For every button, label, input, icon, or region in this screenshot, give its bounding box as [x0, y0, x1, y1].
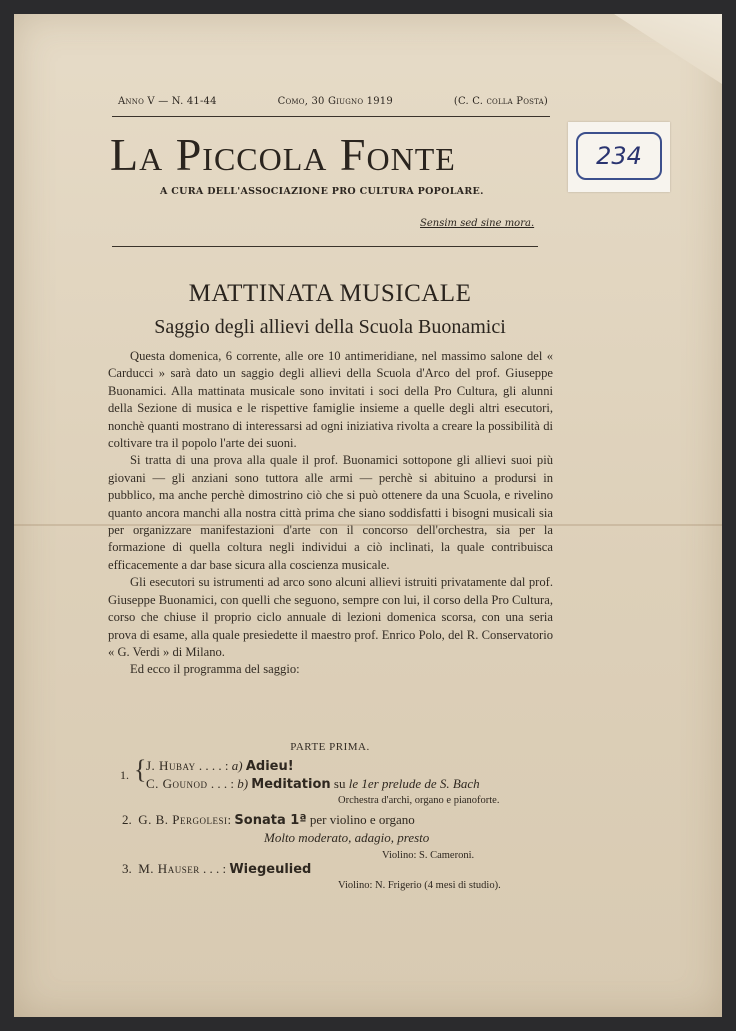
performers-note: Violino: N. Frigerio (4 mesi di studio). [338, 880, 501, 891]
composer-name: M. Hauser [138, 861, 200, 876]
composer-name: J. Hubay [146, 758, 196, 773]
article-subheading: Saggio degli allievi della Scuola Buonamici [154, 316, 506, 338]
archive-label [568, 122, 670, 192]
article-body [108, 348, 553, 679]
piece-subtitle: le 1er prelude de S. Bach [348, 776, 480, 791]
brace: { [134, 755, 147, 784]
piece-title: Meditation [251, 777, 331, 792]
article-paragraph: Questa domenica, 6 corrente, alle ore 10 antimeridiane, nel massimo salone del « Carducci » sarà dato un saggio degli allievi della Scuola d'Arco del prof. Giuseppe Buonamici. Alla mattinata musicale sono invitati i soci della Pro Cultura, gli alunni della Sezione di musica e le rispettive famiglie insieme a quelle degli altri esecutori, nonchè quanti mostrano di interessarsi ad ogni iniziativa rivolta a creare la possibilità di coltivare tra il popolo l'arte dei suoni. [108, 349, 553, 451]
item-letter: b) [237, 776, 249, 791]
newspaper-motto: Sensim sed sine mora. [420, 218, 535, 229]
leader-dots: . . . : [210, 776, 234, 791]
colon: : [227, 812, 232, 827]
masthead-info [118, 96, 548, 107]
issue-number: Anno V — N. 41-44 [118, 96, 217, 107]
composer-name: G. B. Pergolesi [138, 812, 228, 827]
archive-label-number: 234 [596, 142, 642, 170]
masthead-top-rule [112, 116, 550, 117]
issue-date: Como, 30 Giugno 1919 [277, 96, 393, 107]
article-paragraph: Si tratta di una prova alla quale il prof. Buonamici sottopone gli allievi suoi più giovani — gli anziani sono tuttora alle armi — perchè si abituino a prodursi in pubblico, ma anche perchè dimostrino ciò che si può ottenere da una Scuola, e rivelino quanto ancora manchi alla nostra città prima che siano soddisfatti i bisogni musicali sia per organizzare manifestazioni d'arte con il concorso dell'orchestra, sia per la formazione di quella coltura negli individui a ciò inclinati, la quale contribuisca efficacemente a dar base sicura alla coscienza musicale. [108, 453, 553, 572]
tempo-markings: Molto moderato, adagio, presto [264, 830, 430, 845]
piece-title: Wiegeulied [229, 862, 312, 877]
piece-title: Adieu! [245, 759, 294, 774]
program-part-title: PARTE PRIMA. [290, 741, 370, 753]
leader-dots: . . . . : [198, 758, 229, 773]
article-paragraph: Gli esecutori su istrumenti ad arco sono alcuni allievi istruiti privatamente dal prof. Giuseppe Buonamici, con quelli che seguono, sempre con lui, il corso della Pro Cultura, corso che chiuse il proprio ciclo annuale di lezioni domenica scorsa, con una seria prova di esame, alla quale presiedette il maestro prof. Enrico Polo, del R. Conservatorio « G. Verdi » di Milano. [108, 575, 553, 659]
paper-corner [602, 14, 722, 84]
program-item-number: 2. [122, 812, 132, 827]
piece-subtitle: per violino e organo [309, 812, 415, 827]
piece-title: Sonata 1ª [234, 813, 307, 828]
postal-note: (C. C. colla Posta) [453, 96, 548, 107]
program-item-2 [122, 812, 415, 828]
program-item-number: 1. [120, 768, 129, 782]
program-item-1a [146, 758, 294, 774]
masthead-bottom-rule [112, 246, 538, 247]
program-item-1b [146, 776, 480, 792]
archive-label-frame [576, 132, 662, 180]
article-paragraph: Ed ecco il programma del saggio: [130, 662, 300, 677]
program-item-number: 3. [122, 861, 132, 876]
leader-dots: . . . : [202, 861, 227, 876]
performers-note: Violino: S. Cameroni. [382, 850, 475, 861]
piece-connector: su [333, 776, 346, 791]
newspaper-title: La Piccola Fonte [110, 129, 456, 180]
newspaper-subtitle: A CURA DELL'ASSOCIAZIONE PRO CULTURA POPOLARE. [160, 186, 484, 197]
performers-note: Orchestra d'archi, organo e pianoforte. [338, 795, 500, 806]
composer-name: C. Gounod [146, 776, 208, 791]
program-item-3 [122, 861, 311, 877]
article-heading: MATTINATA MUSICALE [188, 280, 472, 307]
item-letter: a) [231, 758, 243, 773]
